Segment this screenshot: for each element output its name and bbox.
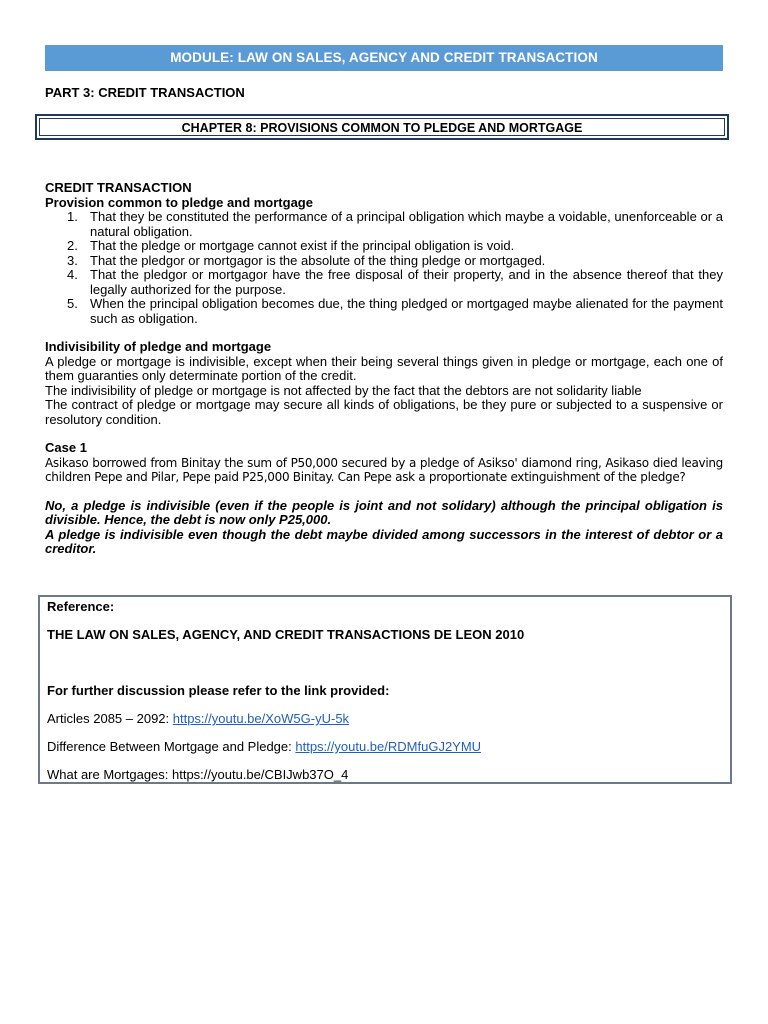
spacer <box>45 427 723 441</box>
reference-link-label: Difference Between Mortgage and Pledge: <box>47 739 296 754</box>
part-heading: PART 3: CREDIT TRANSACTION <box>45 85 245 100</box>
reference-book: THE LAW ON SALES, AGENCY, AND CREDIT TRANSACTIONS DE LEON 2010 <box>47 627 525 642</box>
list-item-text: That they be constituted the performance of a principal obligation which maybe a voidable, unenforceable or a natural obligation. <box>90 209 723 239</box>
reference-link-line <box>47 739 730 754</box>
reference-link-label: What are Mortgages: <box>47 767 172 782</box>
reference-link-label: Articles 2085 – 2092: <box>47 711 173 726</box>
list-item <box>45 297 723 326</box>
list-item-number: 1. <box>67 209 78 224</box>
list-item <box>45 254 723 269</box>
youtube-link-articles[interactable]: https://youtu.be/XoW5G-yU-5k <box>172 711 350 726</box>
case-question: Asikaso borrowed from Binitay the sum of P50,000 secured by a pledge of Asikso' diamond ring, Asikaso died leaving children Pepe and Pilar, Pepe paid P25,000 Binitay. Can Pepe ask a proportionate extinguishment of the pledge? <box>45 455 723 484</box>
list-item-text: When the principal obligation becomes due, the thing pledged or mortgaged maybe alienated for the payment such as obligation. <box>90 296 723 326</box>
section-heading-indivisibility: Indivisibility of pledge and mortgage <box>45 339 272 354</box>
case-heading: Case 1 <box>45 440 87 455</box>
spacer <box>45 485 723 499</box>
case-answer: No, a pledge is indivisible (even if the people is joint and not solidary) although the principal obligation is divisible. Hence, the debt is now only P25,000. <box>45 497 723 527</box>
section-heading-credit-transaction: CREDIT TRANSACTION <box>45 180 192 195</box>
module-banner: MODULE: LAW ON SALES, AGENCY AND CREDIT TRANSACTION <box>45 45 723 71</box>
list-item-text: That the pledgor or mortgagor is the absolute of the thing pledge or mortgaged. <box>90 252 546 268</box>
list-item <box>45 268 723 297</box>
mortgages-link-text: https://youtu.be/CBIJwb37O_4 <box>172 767 349 782</box>
paragraph: A pledge or mortgage is indivisible, except when their being several things given in pledge or mortgage, each one of them guaranties only determinate portion of the credit. <box>45 353 723 383</box>
list-item-text: That the pledge or mortgage cannot exist if the principal obligation is void. <box>90 238 515 253</box>
paragraph: The contract of pledge or mortgage may secure all kinds of obligations, be they pure or subjected to a suspensive or resolutory condition. <box>45 397 723 427</box>
list-item-number: 5. <box>67 296 78 311</box>
list-item-number: 3. <box>67 252 78 268</box>
reference-link-line <box>47 767 730 782</box>
chapter-title-box <box>35 114 729 140</box>
list-item-number: 2. <box>67 238 78 253</box>
list-item <box>45 239 723 254</box>
further-discussion-text: For further discussion please refer to the link provided: <box>47 683 390 698</box>
paragraph: The indivisibility of pledge or mortgage is not affected by the fact that the debtors are not solidarity liable <box>45 382 642 398</box>
list-item <box>45 210 723 239</box>
spacer <box>45 326 723 340</box>
case-answer-note: A pledge is indivisible even though the debt maybe divided among successors in the interest of debtor or a creditor. <box>45 526 723 556</box>
section-subheading-provisions: Provision common to pledge and mortgage <box>45 194 313 210</box>
reference-box <box>38 595 732 784</box>
document-body <box>45 181 723 557</box>
chapter-title: CHAPTER 8: PROVISIONS COMMON TO PLEDGE AND MORTGAGE <box>39 118 725 136</box>
reference-label: Reference: <box>47 599 115 614</box>
list-item-number: 4. <box>67 267 78 282</box>
youtube-link-difference[interactable]: https://youtu.be/RDMfuGJ2YMU <box>295 739 482 754</box>
list-item-text: That the pledgor or mortgagor have the free disposal of their property, and in the absence thereof that they legally authorized for the purpose. <box>90 267 723 297</box>
reference-link-line <box>47 711 730 726</box>
